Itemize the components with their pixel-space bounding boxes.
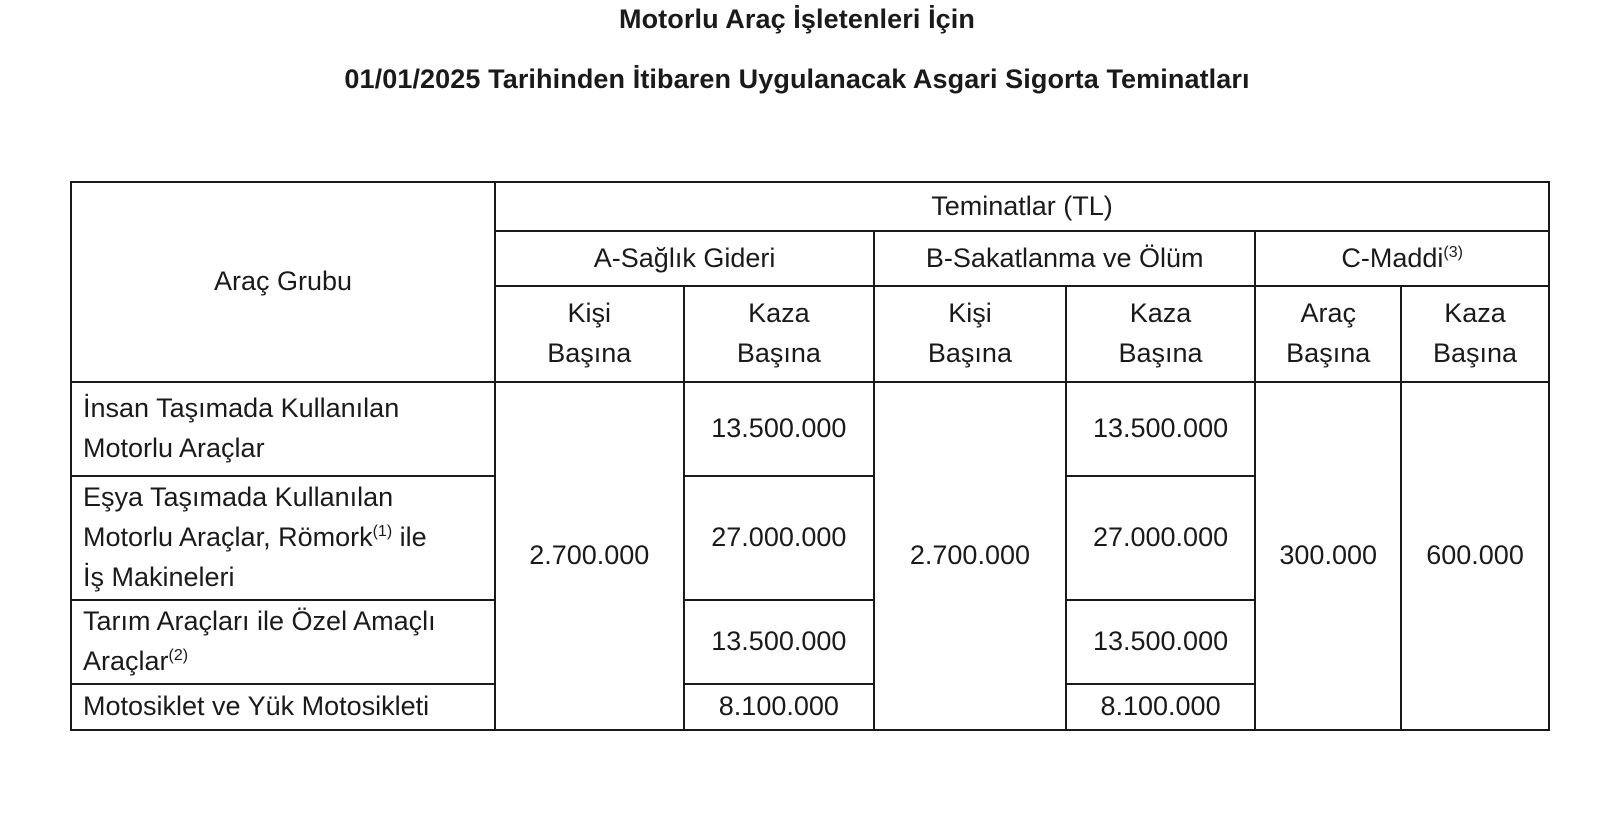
- category-b-header: [874, 231, 1255, 286]
- a-per-accident-text: 27.000.000: [711, 522, 847, 553]
- header-row-top: [71, 182, 1549, 231]
- subheader-line2: Başına: [1118, 338, 1203, 368]
- subheader-line2: Başına: [1286, 338, 1371, 368]
- category-a-header: [495, 231, 874, 286]
- a-per-accident-text: 8.100.000: [718, 691, 839, 722]
- subheader-line2: Başına: [736, 338, 821, 368]
- a-per-accident-value: [684, 600, 875, 684]
- a-per-person-value: [495, 382, 684, 730]
- c-per-accident-text: 600.000: [1426, 540, 1524, 571]
- subheader-b-per-accident: [1066, 286, 1256, 382]
- category-a-label: A-Sağlık Gideri: [593, 242, 776, 273]
- c-per-vehicle-value: [1255, 382, 1401, 730]
- document-title: Motorlu Araç İşletenleri İçin: [619, 4, 975, 34]
- subheader-line2: Başına: [1433, 338, 1518, 368]
- category-c-header: [1255, 231, 1549, 286]
- a-per-accident-text: 13.500.000: [711, 413, 847, 444]
- category-c-footnote: (3): [1443, 243, 1463, 261]
- c-per-vehicle-text: 300.000: [1279, 540, 1377, 571]
- category-b-label: B-Sakatlanma ve Ölüm: [925, 242, 1204, 273]
- subheader-b-per-person: [874, 286, 1066, 382]
- insurance-coverage-table: [70, 181, 1550, 731]
- subheader-line1: Araç: [1300, 298, 1356, 329]
- a-per-accident-value: [684, 684, 875, 730]
- vehicle-group-line: Araçlar: [83, 646, 169, 676]
- vehicle-group-line: Tarım Araçları ile Özel Amaçlı: [83, 606, 436, 637]
- subheader-line1: Kaza: [1444, 298, 1506, 329]
- vehicle-group-line: Eşya Taşımada Kullanılan: [83, 482, 394, 513]
- vehicle-group-header: [71, 182, 495, 382]
- coverage-header: [495, 182, 1549, 231]
- footnote-marker: (2): [168, 647, 189, 664]
- document-subtitle: 01/01/2025 Tarihinden İtibaren Uygulanacak Asgari Sigorta Teminatları: [344, 64, 1250, 94]
- b-per-person-value: [874, 382, 1066, 730]
- vehicle-group-line: İş Makineleri: [83, 561, 235, 592]
- coverage-header-label: Teminatlar (TL): [931, 190, 1113, 221]
- vehicle-group-line: Motorlu Araçlar, Römork: [83, 522, 373, 553]
- subheader-line1: Kişi: [948, 298, 992, 329]
- subheader-line1: Kişi: [567, 298, 612, 329]
- vehicle-group-line: İnsan Taşımada Kullanılan: [83, 393, 400, 424]
- b-per-accident-value: [1066, 382, 1256, 476]
- vehicle-group-cell: [71, 600, 495, 684]
- b-per-accident-text: 13.500.000: [1092, 413, 1229, 444]
- b-per-accident-text: 13.500.000: [1092, 626, 1229, 657]
- a-per-accident-value: [684, 382, 875, 476]
- b-per-accident-text: 27.000.000: [1092, 522, 1229, 553]
- b-per-accident-text: 8.100.000: [1100, 691, 1221, 722]
- b-per-person-text: 2.700.000: [909, 540, 1030, 571]
- subheader-line1: Kaza: [1129, 298, 1192, 329]
- b-per-accident-value: [1066, 684, 1256, 730]
- subheader-a-per-accident: [684, 286, 875, 382]
- subheader-a-per-person: [495, 286, 684, 382]
- subheader-line1: Kaza: [748, 298, 810, 329]
- vehicle-group-cell: [71, 382, 495, 476]
- vehicle-group-cell: [71, 476, 495, 600]
- category-c-label: C-Maddi: [1341, 242, 1444, 273]
- vehicle-group-header-label: Araç Grubu: [213, 266, 353, 297]
- a-per-person-text: 2.700.000: [529, 540, 650, 571]
- a-per-accident-text: 13.500.000: [711, 626, 847, 657]
- subheader-c-per-accident: [1401, 286, 1549, 382]
- subheader-line2: Başına: [927, 338, 1012, 368]
- subheader-c-per-vehicle: [1255, 286, 1401, 382]
- c-per-accident-value: [1401, 382, 1549, 730]
- a-per-accident-value: [684, 476, 875, 600]
- vehicle-group-line: ile: [392, 522, 427, 553]
- vehicle-group-cell: [71, 684, 495, 730]
- vehicle-group-line: Motorlu Araçlar: [83, 433, 265, 463]
- subheader-line2: Başına: [547, 338, 632, 368]
- vehicle-group-line: Motosiklet ve Yük Motosikleti: [83, 691, 430, 722]
- footnote-marker: (1): [372, 523, 393, 541]
- table-row: [71, 382, 1549, 476]
- b-per-accident-value: [1066, 476, 1256, 600]
- b-per-accident-value: [1066, 600, 1256, 684]
